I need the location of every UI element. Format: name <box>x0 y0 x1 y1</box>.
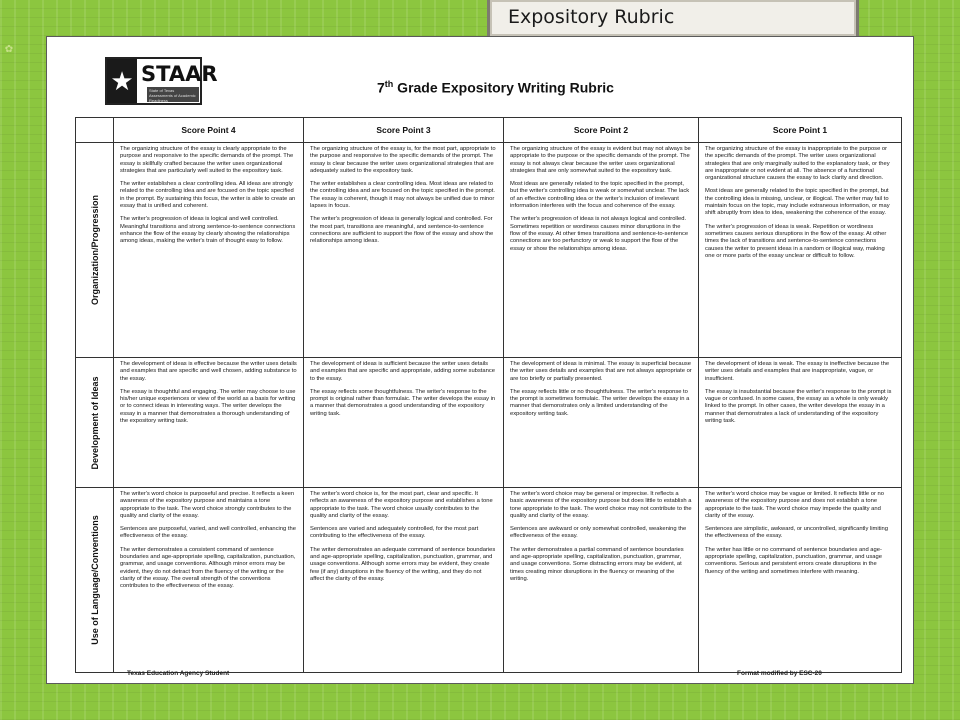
slide-title-tab <box>487 0 859 39</box>
criterion-text: Sentences are simplistic, awkward, or uncontrolled, significantly limiting the effectiveness of the essay. <box>705 526 889 540</box>
criterion-text: The writer has little or no command of sentence boundaries and age-appropriate spelling, capitalization, punctuation, grammar, and usage conventions. Serious and persistent errors create disruptions in the fluency of the writing and sometimes interfere with meaning. <box>705 546 882 575</box>
column-header: Score Point 3 <box>304 118 504 143</box>
rubric-cell <box>699 488 902 673</box>
row-label-cell <box>76 358 114 488</box>
table-row-language <box>76 488 902 673</box>
criterion-text: The organizing structure of the essay is, for the most part, appropriate to the purpose and responsive to the specific demands of the prompt. The essay is clear because the writer uses organizational strategies that are adequately suited to the expository task. <box>310 146 496 174</box>
row-label: Organization/Progression <box>89 194 100 306</box>
criterion-text: The essay is insubstantial because the writer's response to the prompt is vague or confused. In some cases, the essay as a whole is only weakly linked to the prompt. In other cases, the writer develops the essay in a manner that demonstrates a lack of understanding of the expository writing task. <box>705 388 892 425</box>
row-label-cell <box>76 488 114 673</box>
column-header: Score Point 2 <box>504 118 699 143</box>
row-label: Development of Ideas <box>89 375 100 470</box>
rubric-cell <box>699 143 902 358</box>
logo-name: STAAR <box>141 62 218 86</box>
rubric-cell <box>504 143 699 358</box>
criterion-text: The writer's progression of ideas is not always logical and controlled. Sometimes repetition or wordiness causes minor disruptions in the flow of the essay. At other times transitions and sentence-to-sentence connections are too perfunctory or weak to support the flow of the essay or show the relationships among ideas. <box>510 216 689 252</box>
table-row-organization <box>76 143 902 358</box>
star-icon: ★ <box>107 59 137 103</box>
criterion-text: Sentences are purposeful, varied, and well controlled, enhancing the effectiveness of the essay. <box>120 526 296 540</box>
title-rest: Grade Expository Writing Rubric <box>393 79 614 96</box>
rubric-cell <box>114 358 304 488</box>
criterion-text: The organizing structure of the essay is inappropriate to the purpose or the specific demands of the prompt. The writer uses organizational strategies that are only marginally suited to the explanatory task, or they are inappropriate or not evident at all. The absence of a functional organizational structure causes the essay to lack clarity and direction. <box>705 146 890 182</box>
footer-credit: Format modified by ESC-20 <box>737 670 822 677</box>
footer-source: Texas Education Agency Student <box>127 670 230 677</box>
criterion-text: The essay reflects little or no thoughtfulness. The writer's response to the prompt is sometimes formulaic. The writer develops the essay in a manner that demonstrates only a limited understanding of the expository writing task. <box>510 388 690 417</box>
criterion-text: The development of ideas is weak. The essay is ineffective because the writer uses details and examples that are inappropriate, vague, or insufficient. <box>705 361 890 382</box>
staar-logo <box>105 57 218 105</box>
criterion-text: The writer demonstrates a consistent command of sentence boundaries and age-appropriate spelling, capitalization, punctuation, grammar, and usage conventions. Although minor errors may be evident, they do not detract from the fluency of the writing or the clarity of the essay. The overall strength of the conventions contributes to the effectiveness of the essay. <box>120 546 296 590</box>
criterion-text: The writer's progression of ideas is logical and well controlled. Meaningful transitions and strong sentence-to-sentence connections enhance the flow of the essay by clearly showing the relationships among ideas, making the writer's train of thought easy to follow. <box>120 216 296 245</box>
criterion-text: The organizing structure of the essay is evident but may not always be appropriate to the purpose or the specific demands of the prompt. The essay is not always clear because the writer uses organizational strategies that are only somewhat suited to the expository task. <box>510 146 691 174</box>
row-label: Use of Language/Conventions <box>89 515 100 645</box>
criterion-text: The writer establishes a clear controlling idea. Most ideas are related to the controlling idea and are focused on the topic specified in the prompt. The essay is coherent, though it may not always be unified due to minor lapses in focus. <box>310 181 495 210</box>
criterion-text: The essay reflects some thoughtfulness. The writer's response to the prompt is original rather than formulaic. The writer develops the essay in a manner that demonstrates a good understanding of the expository writing task. <box>310 388 496 417</box>
column-header: Score Point 4 <box>114 118 304 143</box>
header-row <box>76 118 902 143</box>
rubric-cell <box>114 488 304 673</box>
criterion-text: The essay is thoughtful and engaging. The writer may choose to use his/her unique experiences or view of the world as a basis for writing or to connect ideas in interesting ways. The writer develops the essay in a manner that demonstrates a thorough understanding of the expository writing task. <box>120 388 296 425</box>
rubric-cell <box>504 358 699 488</box>
rubric-cell <box>114 143 304 358</box>
logo-subtitle: State of Texas Assessments of Academic Readiness <box>147 87 199 102</box>
rubric-cell <box>504 488 699 673</box>
table-row-development <box>76 358 902 488</box>
rubric-table <box>75 117 902 673</box>
leaf-bullet-icon: ✿ <box>4 44 14 55</box>
criterion-text: Sentences are varied and adequately controlled, for the most part contributing to the effectiveness of the essay. <box>310 526 479 540</box>
criterion-text: The writer's word choice may be vague or limited. It reflects little or no awareness of the expository purpose and does not establish a tone appropriate to the task. The word choice may impede the quality and clarity of the essay. <box>705 491 884 519</box>
criterion-text: The writer's word choice is purposeful and precise. It reflects a keen awareness of the expository purpose and maintains a tone appropriate to the task. The word choice strongly contributes to the quality and clarity of the essay. <box>120 491 295 519</box>
criterion-text: The writer demonstrates a partial command of sentence boundaries and age-appropriate spelling, capitalization, punctuation, grammar, and usage conventions. Some distracting errors may be evident, at times creating minor disruptions in the fluency or meaning of the writing. <box>510 546 684 582</box>
rubric-cell <box>304 358 504 488</box>
criterion-text: The writer's progression of ideas is generally logical and controlled. For the most part, transitions are meaningful, and sentence-to-sentence connections are sufficient to support the flow of the essay and show the relationships among ideas. <box>310 216 494 245</box>
row-label-cell <box>76 143 114 358</box>
corner-cell <box>76 118 114 143</box>
criterion-text: The writer's progression of ideas is weak. Repetition or wordiness sometimes causes serious disruptions in the flow of the essay. At other times the lack of transitions and sentence-to-sentence connections causes the writer to present ideas in a random or illogical way, making one or more parts of the essay unclear or difficult to follow. <box>705 223 887 259</box>
criterion-text: The writer establishes a clear controlling idea. All ideas are strongly related to the controlling idea and are focused on the topic specified in the prompt. By sustaining this focus, the writer is able to create an essay that is unified and coherent. <box>120 181 296 210</box>
criterion-text: The development of ideas is effective because the writer uses details and examples that are specific and well chosen, adding substance to the essay. <box>120 361 297 382</box>
rubric-document <box>46 36 914 684</box>
rubric-cell <box>699 358 902 488</box>
document-title <box>377 79 614 96</box>
criterion-text: The development of ideas is sufficient because the writer uses details and examples that are specific and appropriate, adding some substance to the essay. <box>310 361 495 382</box>
criterion-text: The development of ideas is minimal. The essay is superficial because the writer uses details and examples that are not always appropriate or are too briefly or partially presented. <box>510 361 692 382</box>
rubric-cell <box>304 488 504 673</box>
criterion-text: The writer's word choice may be general or imprecise. It reflects a basic awareness of the expository purpose but does little to establish a tone appropriate to the task. The word choice may not contribute to the quality and clarity of the essay. <box>510 491 692 519</box>
criterion-text: The organizing structure of the essay is clearly appropriate to the purpose and responsive to the specific demands of the prompt. The essay is skillfully crafted because the writer uses organizational strategies that are particularly well suited to the expository task. <box>120 146 294 174</box>
slide-title: Expository Rubric <box>508 6 675 28</box>
criterion-text: Sentences are awkward or only somewhat controlled, weakening the effectiveness of the essay. <box>510 526 687 540</box>
rubric-cell <box>304 143 504 358</box>
column-header: Score Point 1 <box>699 118 902 143</box>
grade-suffix: th <box>384 79 394 89</box>
criterion-text: Most ideas are generally related to the topic specified in the prompt, but the controlling idea is missing, unclear, or illogical. The writer may fail to maintain focus on the topic, may include extraneous information, or may shift abruptly from idea to idea, weakening the coherence of the essay. <box>705 188 890 217</box>
criterion-text: Most ideas are generally related to the topic specified in the prompt, but the writer's controlling idea is weak or somewhat unclear. The lack of an effective controlling idea or the writer's inclusion of irrelevant information interferes with the focus and coherence of the essay. <box>510 181 690 210</box>
criterion-text: The writer demonstrates an adequate command of sentence boundaries and age-appropriate spelling, capitalization, punctuation, grammar, and usage conventions. Although some errors may be evident, they create few (if any) disruptions in the fluency of the writing, and they do not affect the clarity of the essay. <box>310 546 496 582</box>
criterion-text: The writer's word choice is, for the most part, clear and specific. It reflects an awareness of the expository purpose and establishes a tone appropriate to the task. The word choice usually contributes to the quality and clarity of the essay. <box>310 491 493 519</box>
grade-number: 7 <box>377 79 385 96</box>
